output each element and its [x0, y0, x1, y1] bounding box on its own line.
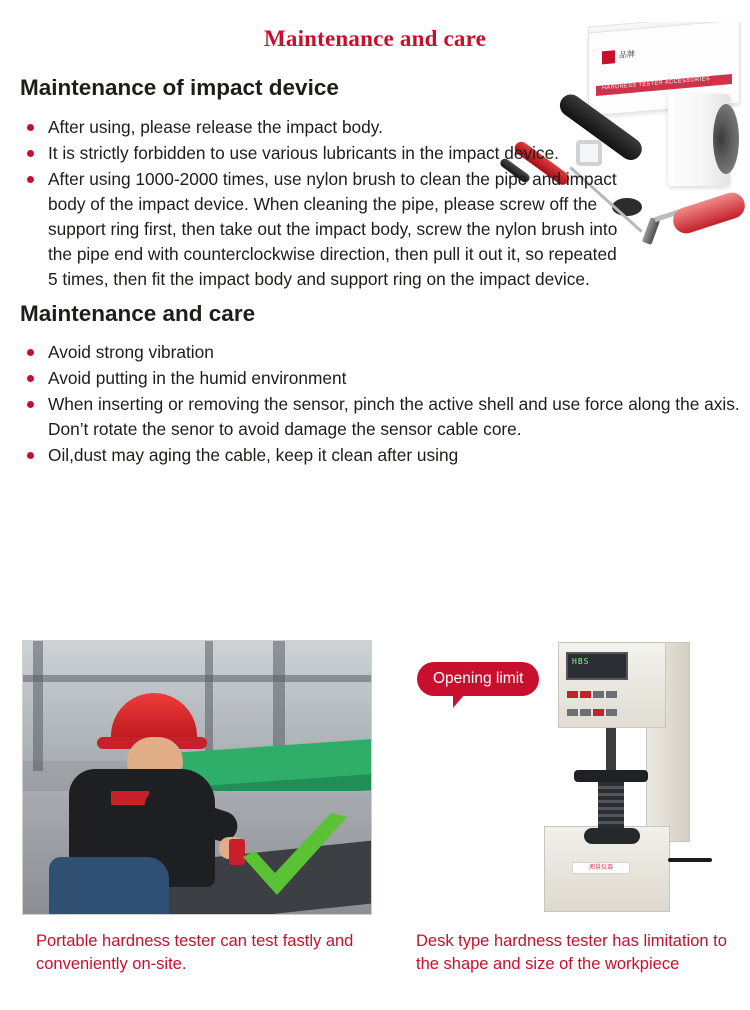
desk-type-hardness-tester-photo: [433, 640, 718, 915]
worker-sleeve-stripe: [111, 791, 149, 805]
keypad-button[interactable]: [593, 691, 604, 698]
product-box-stripe: HARDNESS TESTER ACCESSORIES: [596, 74, 732, 96]
tester-elevating-screw: [598, 782, 624, 832]
list-item: Oil,dust may aging the cable, keep it clean after using: [20, 443, 740, 468]
tester-handwheel: [584, 828, 640, 844]
bullet-list-maintenance-care: [0, 340, 750, 468]
list-item: Avoid strong vibration: [20, 340, 740, 365]
screwdriver-handle: [670, 189, 748, 237]
tester-display: [566, 652, 628, 680]
list-item: When inserting or removing the sensor, pinch the active shell and use force along the axis. Don’t rotate the senor to avoid damage the sensor cable core.: [20, 392, 740, 442]
keypad-button[interactable]: [593, 709, 604, 716]
list-item: It is strictly forbidden to use various lubricants in the impact device.: [20, 141, 620, 166]
list-item: After using 1000-2000 times, use nylon brush to clean the pipe and impact body of the impact device. When cleaning the pipe, please screw off the support ring first, then take out the impact body, screw the nylon brush into the pipe end with counterclockwise direction, then pull it out it, so repeated 5 times, then fit the impact body and support ring on the impact device.: [20, 167, 620, 292]
brand-logo-text: 品牌: [619, 49, 635, 61]
photo-left-caption: Portable hardness tester can test fastly and conveniently on-site.: [36, 932, 354, 973]
list-item: After using, please release the impact body.: [20, 115, 620, 140]
steel-beam: [33, 641, 43, 771]
list-item: Avoid putting in the humid environment: [20, 366, 740, 391]
tester-anvil-table: [574, 770, 648, 782]
tester-display-value: HBS: [572, 657, 590, 666]
keypad-button[interactable]: [606, 709, 617, 716]
tester-keypad: [566, 686, 630, 716]
keypad-button[interactable]: [580, 691, 591, 698]
tester-indenter-spindle: [606, 728, 616, 772]
green-check-icon: [235, 811, 355, 907]
keypad-button[interactable]: [567, 709, 578, 716]
paper-roll-end: [713, 104, 739, 174]
worker-testing-steel-plate-photo: [22, 640, 372, 915]
tester-brand-label: 测量仪器: [572, 862, 630, 874]
section-heading-maintenance-care: Maintenance and care: [20, 301, 256, 326]
worker-jeans: [49, 857, 169, 915]
steel-beam: [23, 675, 372, 682]
keypad-button[interactable]: [606, 691, 617, 698]
opening-limit-callout: Opening limit: [417, 662, 539, 696]
page-title: Maintenance and care: [263, 26, 487, 51]
section-heading-impact-device: Maintenance of impact device: [20, 75, 339, 100]
keypad-button[interactable]: [567, 691, 578, 698]
photo-right-caption: Desk type hardness tester has limitation to the shape and size of the workpiece: [416, 932, 727, 973]
brand-logo-icon: [602, 51, 615, 65]
keypad-button[interactable]: [580, 709, 591, 716]
power-cable: [668, 858, 712, 862]
